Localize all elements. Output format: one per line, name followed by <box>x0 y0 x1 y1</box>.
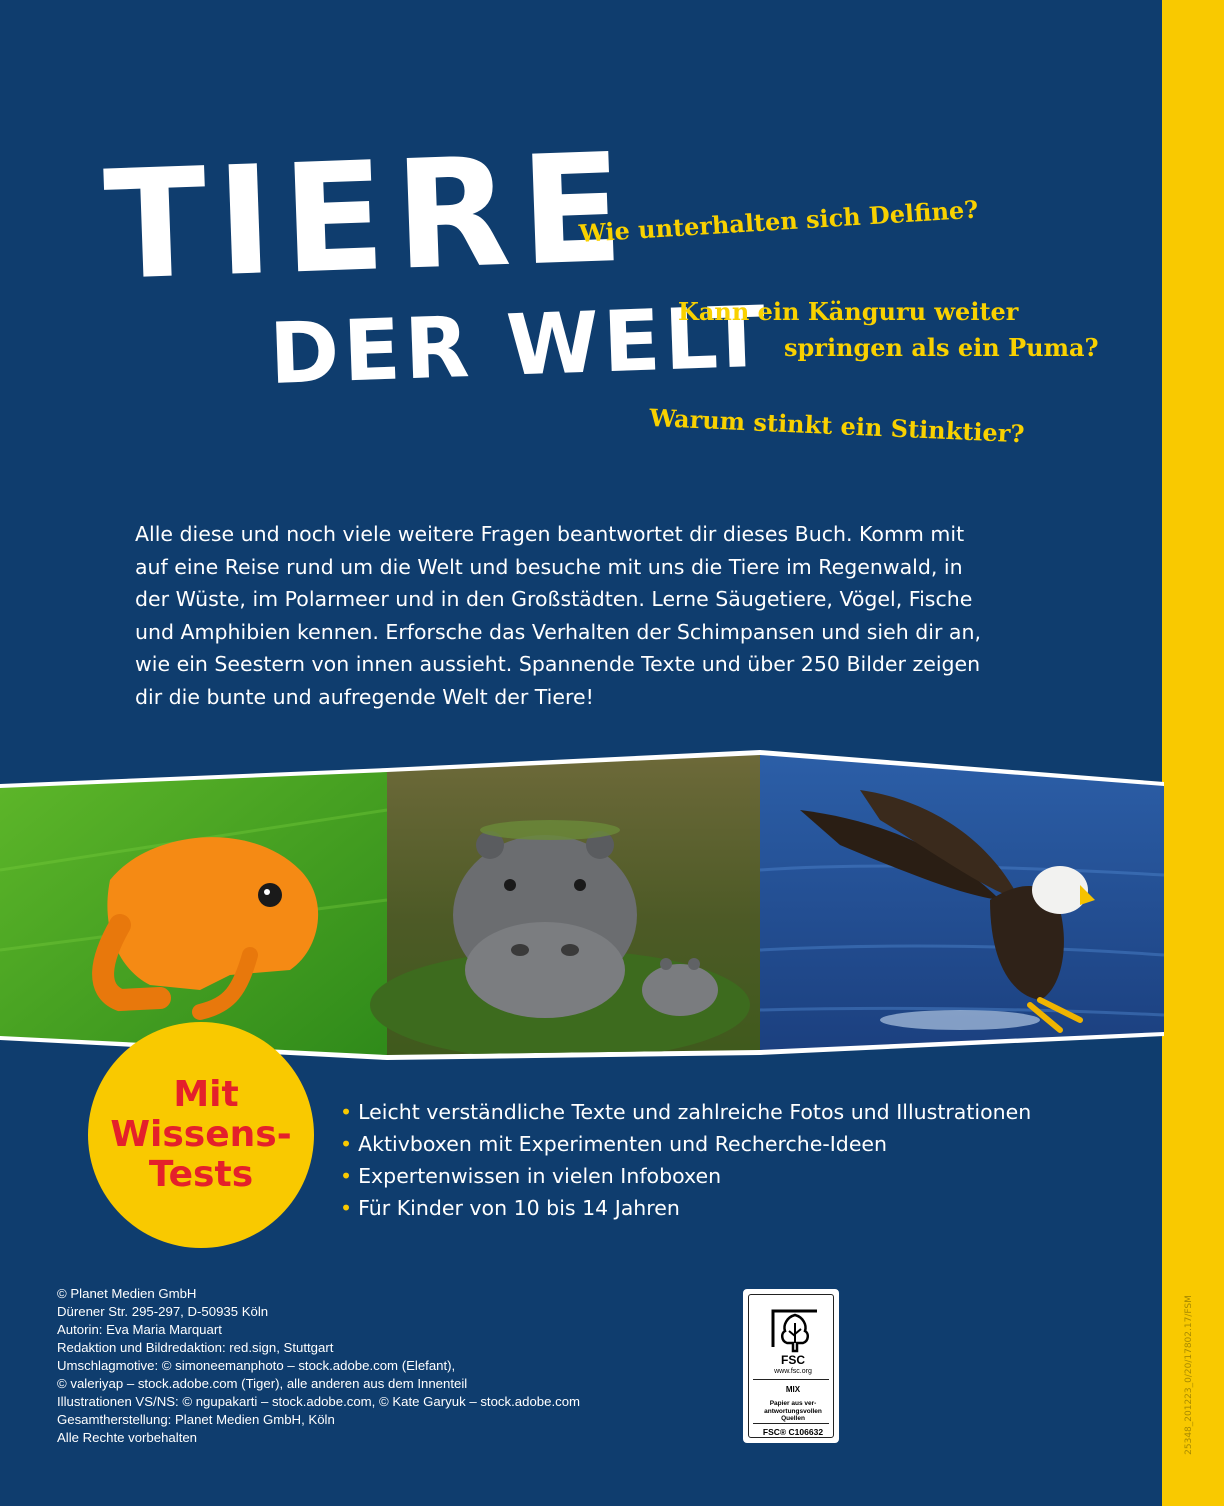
imprint-line: Alle Rechte vorbehalten <box>57 1430 198 1445</box>
imprint-line: Gesamtherstellung: Planet Medien GmbH, Köln <box>57 1412 335 1427</box>
imprint-line: © valeriyap – stock.adobe.com (Tiger), alle anderen aus dem Innenteil <box>57 1376 468 1391</box>
imprint-line: Autorin: Eva Maria Marquart <box>57 1322 222 1337</box>
feature-list <box>340 1096 1031 1224</box>
question-dolphins: Wie unterhalten sich Delfine? <box>578 194 980 248</box>
fsc-divider <box>753 1379 829 1380</box>
imprint-line: Illustrationen VS/NS: © ngupakarti – stock.adobe.com, © Kate Garyuk – stock.adobe.com <box>57 1394 581 1409</box>
eagle-photo <box>760 750 1164 1060</box>
feature-item: • Leicht verständliche Texte und zahlreiche Fotos und Illustrationen <box>340 1100 1032 1124</box>
fsc-label-frame <box>748 1294 834 1438</box>
fsc-code: FSC® C106632 <box>762 1427 824 1437</box>
frog-photo <box>0 750 387 1060</box>
intro-text: Alle diese und noch viele weitere Fragen beantwortet dir dieses Buch. Komm mit auf eine Reise rund um die Welt und besuche mit uns die Tiere im Regenwald, in der Wüste, im Polarmeer und in den Großstädten. Lerne Säugetiere, Vögel, Fische und Amphibien kennen. Erforsche das Verhalten der Schimpansen und sieh dir an, wie ein Seestern von innen aussieht. Spannende Texte und über 250 Bilder zeigen dir die bunte und aufregende Welt der Tiere! <box>135 522 981 709</box>
fsc-url: www.fsc.org <box>774 1368 812 1375</box>
feature-item: • Expertenwissen in vielen Infoboxen <box>340 1164 722 1188</box>
badge-line-3: Tests <box>148 1154 254 1195</box>
fsc-tree-icon <box>767 1303 823 1359</box>
fsc-name: FSC <box>781 1353 805 1367</box>
imprint <box>57 1285 580 1447</box>
question-kangaroo-line-1: Kann ein Känguru weiter <box>678 297 1019 326</box>
question-skunk: Warum stinkt ein Stinktier? <box>648 402 1026 449</box>
imprint-line: Redaktion und Bildredaktion: red.sign, Stuttgart <box>57 1340 334 1355</box>
fsc-divider <box>753 1423 829 1424</box>
fsc-description: Papier aus ver- antwortungsvollen Quellen <box>764 1400 822 1422</box>
photo-strip <box>0 750 1164 1060</box>
imprint-line: Umschlagmotive: © simoneemanphoto – stock.adobe.com (Elefant), <box>57 1358 456 1373</box>
bullet-icon: • <box>340 1164 353 1188</box>
question-kangaroo-line-2: springen als ein Puma? <box>784 333 1099 362</box>
imprint-line: © Planet Medien GmbH <box>57 1286 197 1301</box>
knowledge-test-badge <box>88 1022 314 1248</box>
imprint-line: Dürener Str. 295-297, D-50935 Köln <box>57 1304 269 1319</box>
badge-line-1: Mit <box>173 1074 239 1115</box>
fsc-mix: MIX <box>785 1385 801 1394</box>
hippo-photo <box>370 750 760 1060</box>
badge-line-2: Wissens- <box>110 1114 292 1155</box>
title-main: TIERE <box>101 121 636 314</box>
fsc-label <box>743 1289 839 1443</box>
bullet-icon: • <box>340 1196 353 1220</box>
feature-item: • Für Kinder von 10 bis 14 Jahren <box>340 1196 680 1220</box>
bullet-icon: • <box>340 1100 353 1124</box>
spine-code: 25348_201223_0/20/17802.17/FSM <box>1184 1295 1194 1455</box>
title-sub: DER WELT <box>267 287 771 403</box>
feature-item: • Aktivboxen mit Experimenten und Recherche-Ideen <box>340 1132 888 1156</box>
bullet-icon: • <box>340 1132 353 1156</box>
photo-strip-graphic <box>0 750 1164 1060</box>
